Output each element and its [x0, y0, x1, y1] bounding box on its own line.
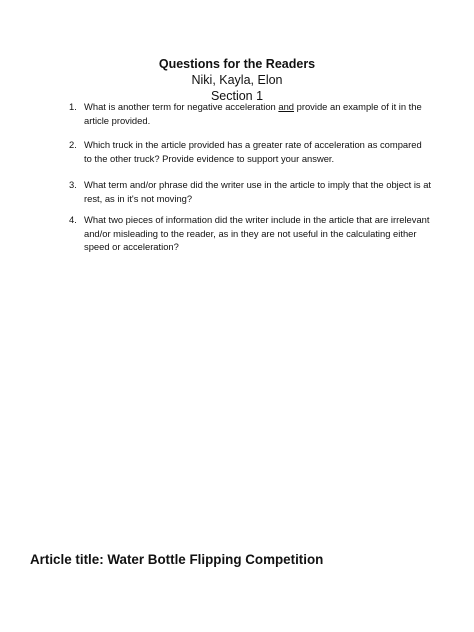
question-text-part: provide an example of it in the article provided. — [84, 101, 422, 126]
question-text-part: What is another term for negative acceleration — [84, 101, 279, 112]
question-text: Which truck in the article provided has a greater rate of acceleration as compared to the other truck? Provide evidence to support your answer. — [84, 139, 422, 164]
question-number: 4. — [69, 214, 77, 225]
underlined-word: and — [278, 101, 295, 112]
author-names: Niki, Kayla, Elon — [191, 73, 283, 87]
question-number: 1. — [69, 101, 77, 112]
question-text — [84, 100, 432, 127]
question-text: What term and/or phrase did the writer use in the article to imply that the object is at rest, as in it's not moving? — [84, 179, 432, 204]
page-title: Questions for the Readers — [158, 57, 316, 71]
question-text: What two pieces of information did the writer include in the article that are irrelevant and/or misleading to the reader, as in they are not useful in the calculating either speed or acceleration? — [84, 214, 430, 252]
question-number: 3. — [69, 179, 77, 190]
article-title: Article title: Water Bottle Flipping Competition — [30, 552, 324, 567]
section-label: Section 1 — [210, 89, 264, 103]
question-number: 2. — [69, 139, 77, 150]
